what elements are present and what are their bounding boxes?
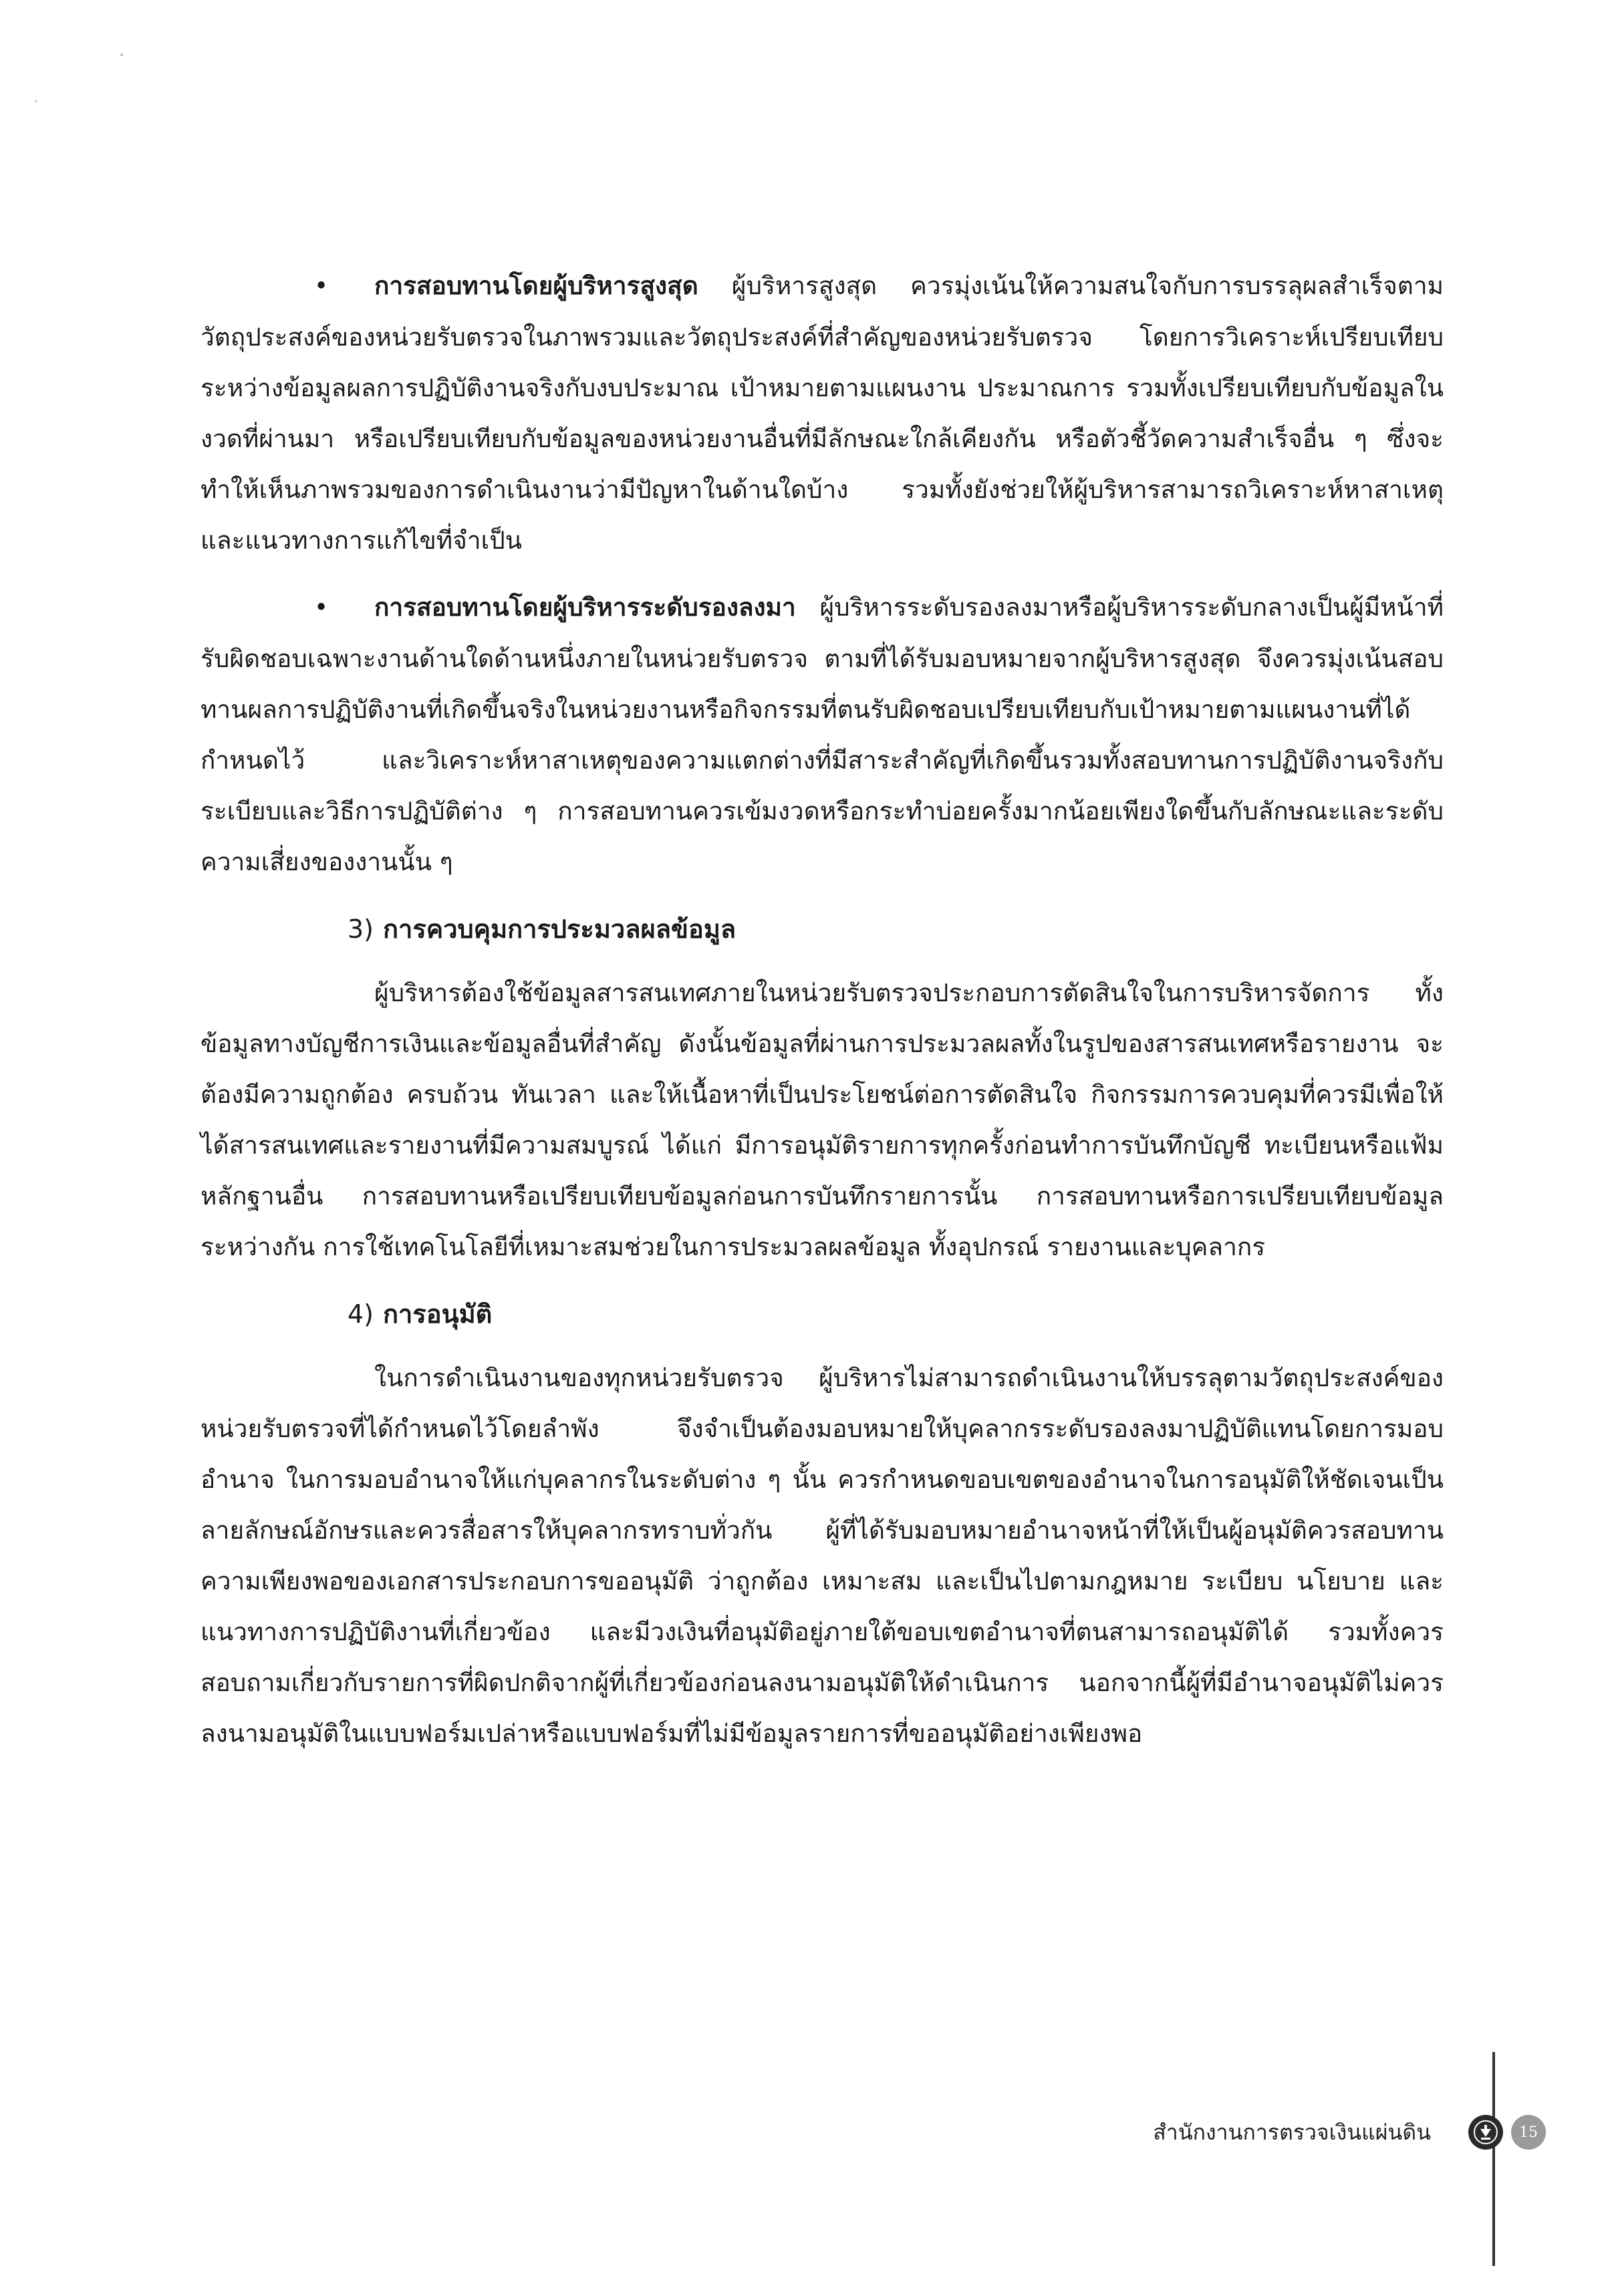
scan-speck bbox=[120, 53, 123, 56]
section-title: การควบคุมการประมวลผลข้อมูล bbox=[383, 914, 736, 944]
paragraph-data-processing: ผู้บริหารต้องใช้ข้อมูลสารสนเทศภายในหน่วยรับตรวจประกอบการตัดสินใจในการบริหารจัดการ ทั้งข้อมูลทางบัญชีการเงินและข้อมูลอื่นที่สำคัญ ดังนั้นข้อมูลที่ผ่านการประมวลผลทั้งในรูปของสารสนเทศหรือรายงาน จะต้องมีความถูกต้อง ครบถ้วน ทันเวลา และให้เนื้อหาที่เป็นประโยชน์ต่อการตัดสินใจ กิจกรรมการควบคุมที่ควรมีเพื่อให้ได้สารสนเทศและรายงานที่มีความสมบูรณ์ ได้แก่ มีการอนุมัติรายการทุกครั้งก่อนทำการบันทึกบัญชี ทะเบียนหรือแฟ้มหลักฐานอื่น การสอบทานหรือเปรียบเทียบข้อมูลก่อนการบันทึกรายการนั้น การสอบทานหรือการเปรียบเทียบข้อมูลระหว่างกัน การใช้เทคโนโลยีที่เหมาะสมช่วยในการประมวลผลข้อมูล ทั้งอุปกรณ์ รายงานและบุคลากร bbox=[200, 979, 1444, 1261]
paragraph-middle-management-review: • การสอบทานโดยผู้บริหารระดับรองลงมา ผู้บริหารระดับรองลงมาหรือผู้บริหารระดับกลางเป็นผู้มีหน้าที่รับผิดชอบเฉพาะงานด้านใดด้านหนึ่งภายในหน่วยรับตรวจ ตามที่ได้รับมอบหมายจากผู้บริหารสูงสุด จึงควรมุ่งเน้นสอบทานผลการปฏิบัติงานที่เกิดขึ้นจริงในหน่วยงานหรือกิจกรรมที่ตนรับผิดชอบเปรียบเทียบกับเป้าหมายตามแผนงานที่ได้กำหนดไว้ และวิเคราะห์หาสาเหตุของความแตกต่างที่มีสาระสำคัญที่เกิดขึ้นรวมทั้งสอบทานการปฏิบัติงานจริงกับระเบียบและวิธีการปฏิบัติต่าง ๆ การสอบทานควรเข้มงวดหรือกระทำบ่อยครั้งมากน้อยเพียงใดขึ้นกับลักษณะและระดับความเสี่ยงของงานนั้น ๆ bbox=[200, 593, 1444, 876]
page-number-badge: 15 bbox=[1511, 2115, 1546, 2150]
section-number: 3) bbox=[348, 914, 374, 944]
paragraph-top-executive-review: • การสอบทานโดยผู้บริหารสูงสุด ผู้บริหารสูงสุด ควรมุ่งเน้นให้ความสนใจกับการบรรลุผลสำเร็จตามวัตถุประสงค์ของหน่วยรับตรวจในภาพรวมและวัตถุประสงค์ที่สำคัญของหน่วยรับตรวจ โดยการวิเคราะห์เปรียบเทียบระหว่างข้อมูลผลการปฏิบัติงานจริงกับงบประมาณ เป้าหมายตามแผนงาน ประมาณการ รวมทั้งเปรียบเทียบกับข้อมูลในงวดที่ผ่านมา หรือเปรียบเทียบกับข้อมูลของหน่วยงานอื่นที่มีลักษณะใกล้เคียงกัน หรือตัวชี้วัดความสำเร็จอื่น ๆ ซึ่งจะทำให้เห็นภาพรวมของการดำเนินงานว่ามีปัญหาในด้านใดบ้าง รวมทั้งยังช่วยให้ผู้บริหารสามารถวิเคราะห์หาสาเหตุ และแนวทางการแก้ไขที่จำเป็น bbox=[200, 271, 1444, 555]
footer-organization: สำนักงานการตรวจเงินแผ่นดิน bbox=[1153, 2119, 1431, 2145]
scan-speck bbox=[35, 100, 37, 102]
section-heading-data-processing bbox=[348, 904, 1444, 954]
paragraph-lead-title: การสอบทานโดยผู้บริหารสูงสุด bbox=[374, 271, 698, 300]
paragraph-text: ผู้บริหารระดับรองลงมาหรือผู้บริหารระดับกลางเป็นผู้มีหน้าที่รับผิดชอบเฉพาะงานด้านใดด้านหนึ่งภายในหน่วยรับตรวจ ตามที่ได้รับมอบหมายจากผู้บริหารสูงสุด จึงควรมุ่งเน้นสอบทานผลการปฏิบัติงานที่เกิดขึ้นจริงในหน่วยงานหรือกิจกรรมที่ตนรับผิดชอบเปรียบเทียบกับเป้าหมายตามแผนงานที่ได้กำหนดไว้ และวิเคราะห์หาสาเหตุของความแตกต่างที่มีสาระสำคัญที่เกิดขึ้นรวมทั้งสอบทานการปฏิบัติงานจริงกับระเบียบและวิธีการปฏิบัติต่าง ๆ การสอบทานควรเข้มงวดหรือกระทำบ่อยครั้งมากน้อยเพียงใดขึ้นกับลักษณะและระดับความเสี่ยงของงานนั้น ๆ bbox=[200, 593, 1444, 876]
paragraph-approval: ในการดำเนินงานของทุกหน่วยรับตรวจ ผู้บริหารไม่สามารถดำเนินงานให้บรรลุตามวัตถุประสงค์ของหน่วยรับตรวจที่ได้กำหนดไว้โดยลำพัง จึงจำเป็นต้องมอบหมายให้บุคลากรระดับรองลงมาปฏิบัติแทนโดยการมอบอำนาจ ในการมอบอำนาจให้แก่บุคลากรในระดับต่าง ๆ นั้น ควรกำหนดขอบเขตของอำนาจในการอนุมัติให้ชัดเจนเป็นลายลักษณ์อักษรและควรสื่อสารให้บุคลากรทราบทั่วกัน ผู้ที่ได้รับมอบหมายอำนาจหน้าที่ให้เป็นผู้อนุมัติควรสอบทานความเพียงพอของเอกสารประกอบการขออนุมัติ ว่าถูกต้อง เหมาะสม และเป็นไปตามกฎหมาย ระเบียบ นโยบาย และแนวทางการปฏิบัติงานที่เกี่ยวข้อง และมีวงเงินที่อนุมัติอยู่ภายใต้ขอบเขตอำนาจที่ตนสามารถอนุมัติได้ รวมทั้งควรสอบถามเกี่ยวกับรายการที่ผิดปกติจากผู้ที่เกี่ยวข้องก่อนลงนามอนุมัติให้ดำเนินการ นอกจากนี้ผู้ที่มีอำนาจอนุมัติไม่ควรลงนามอนุมัติในแบบฟอร์มเปล่าหรือแบบฟอร์มที่ไม่มีข้อมูลรายการที่ขออนุมัติอย่างเพียงพอ bbox=[200, 1364, 1444, 1748]
section-title: การอนุมัติ bbox=[383, 1299, 493, 1329]
paragraph-text: ผู้บริหารสูงสุด ควรมุ่งเน้นให้ความสนใจกับการบรรลุผลสำเร็จตามวัตถุประสงค์ของหน่วยรับตรวจในภาพรวมและวัตถุประสงค์ที่สำคัญของหน่วยรับตรวจ โดยการวิเคราะห์เปรียบเทียบระหว่างข้อมูลผลการปฏิบัติงานจริงกับงบประมาณ เป้าหมายตามแผนงาน ประมาณการ รวมทั้งเปรียบเทียบกับข้อมูลในงวดที่ผ่านมา หรือเปรียบเทียบกับข้อมูลของหน่วยงานอื่นที่มีลักษณะใกล้เคียงกัน หรือตัวชี้วัดความสำเร็จอื่น ๆ ซึ่งจะทำให้เห็นภาพรวมของการดำเนินงานว่ามีปัญหาในด้านใดบ้าง รวมทั้งยังช่วยให้ผู้บริหารสามารถวิเคราะห์หาสาเหตุ และแนวทางการแก้ไขที่จำเป็น bbox=[200, 271, 1444, 555]
audit-office-emblem-icon bbox=[1468, 2115, 1503, 2150]
paragraph-lead-title: การสอบทานโดยผู้บริหารระดับรองลงมา bbox=[374, 593, 796, 622]
section-number: 4) bbox=[348, 1299, 374, 1329]
page-body bbox=[200, 261, 1444, 1775]
page-footer bbox=[1153, 2092, 1546, 2172]
section-heading-approval bbox=[348, 1289, 1444, 1340]
